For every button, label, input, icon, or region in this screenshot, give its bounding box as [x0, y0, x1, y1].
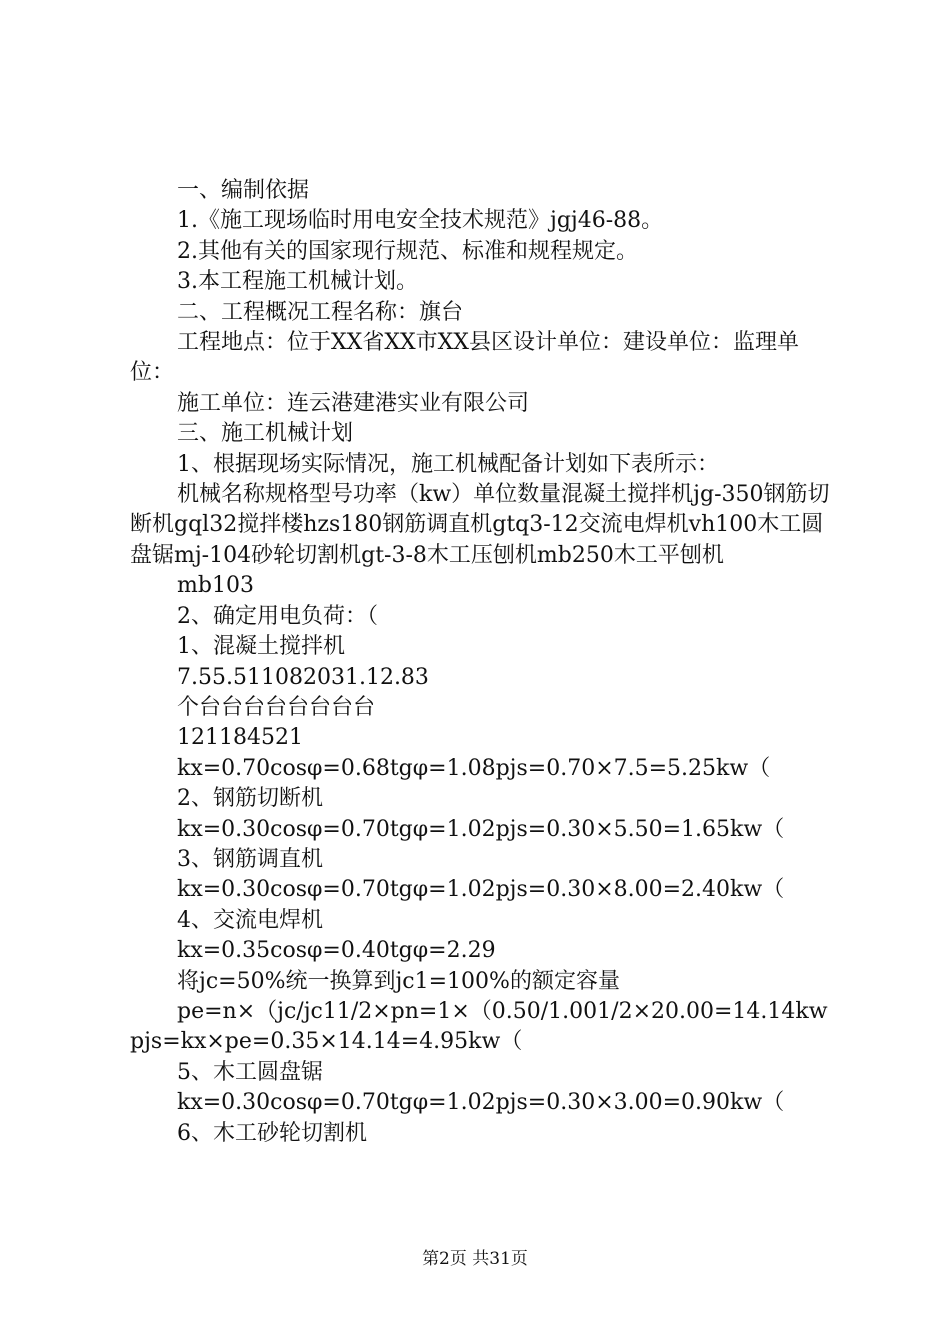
paragraph: 7.55.511082031.12.83 — [177, 664, 429, 690]
paragraph: 2.其他有关的国家现行规范、标准和规程规定。 — [177, 238, 638, 264]
paragraph: 机械名称规格型号功率（kw）单位数量混凝土搅拌机jg-350钢筋切断机gql32搅拌楼hzs180钢筋调直机gtq3-12交流电焊机vh100木工圆盘锯mj-104砂轮切割机gt-3-8木工压刨机mb250木工平刨机 — [130, 482, 830, 568]
paragraph: 4、交流电焊机 — [177, 907, 323, 933]
paragraph: 施工单位：连云港建港实业有限公司 — [177, 390, 530, 416]
paragraph: mb103 — [177, 573, 254, 599]
paragraph: 1.《施工现场临时用电安全技术规范》jgj46-88。 — [177, 208, 664, 234]
paragraph: 2、确定用电负荷：（ — [177, 603, 378, 629]
paragraph: kx=0.30cosφ=0.70tgφ=1.02pjs=0.30×8.00=2.40kw（ — [177, 877, 785, 903]
paragraph: 工程地点：位于XX省XX市XX县区设计单位：建设单位：监理单位： — [130, 330, 799, 386]
section-heading: 三、施工机械计划 — [177, 421, 354, 447]
paragraph: 6、木工砂轮切割机 — [177, 1120, 367, 1146]
section-heading: 一、编制依据 — [177, 178, 310, 203]
paragraph: 121184521 — [177, 725, 303, 751]
paragraph: 将jc=50%统一换算到jc1=100%的额定容量 — [177, 968, 620, 994]
section-heading: 二、工程概况工程名称：旗台 — [177, 299, 464, 325]
paragraph: 5、木工圆盘锯 — [177, 1059, 323, 1085]
page-footer — [0, 1244, 950, 1269]
paragraph: 3、钢筋调直机 — [177, 846, 323, 872]
paragraph: kx=0.70cosφ=0.68tgφ=1.08pjs=0.70×7.5=5.25kw（ — [177, 755, 771, 781]
paragraph: 个台台台台台台台台 — [177, 694, 376, 720]
paragraph: kx=0.35cosφ=0.40tgφ=2.29 — [177, 938, 496, 964]
paragraph: kx=0.30cosφ=0.70tgφ=1.02pjs=0.30×3.00=0.90kw（ — [177, 1090, 785, 1116]
paragraph: 1、混凝土搅拌机 — [177, 634, 345, 660]
page-number-label: 第2页 共31页 — [422, 1249, 528, 1269]
paragraph: 3.本工程施工机械计划。 — [177, 269, 418, 295]
paragraph: kx=0.30cosφ=0.70tgφ=1.02pjs=0.30×5.50=1.65kw（ — [177, 816, 785, 842]
paragraph: pe=n×（jc/jc11/2×pn=1×（0.50/1.001/2×20.00=14.14kwpjs=kx×pe=0.35×14.14=4.95kw（ — [130, 998, 828, 1055]
document-body — [130, 176, 835, 1149]
paragraph: 2、钢筋切断机 — [177, 786, 323, 812]
paragraph: 1、根据现场实际情况，施工机械配备计划如下表所示： — [177, 451, 719, 477]
